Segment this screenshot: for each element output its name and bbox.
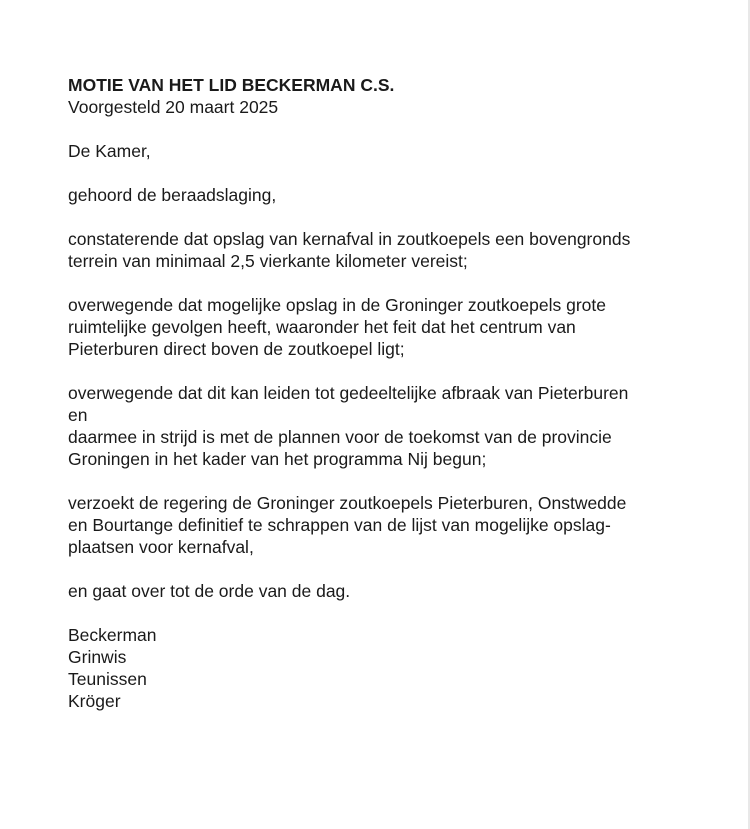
signatories-list (68, 624, 728, 712)
spacer (68, 558, 728, 580)
paragraph-line: overwegende dat mogelijke opslag in de Groninger zoutkoepels grote (68, 295, 606, 315)
paragraph-constaterende (68, 228, 728, 272)
paragraph-line: terrein van minimaal 2,5 vierkante kilometer vereist; (68, 251, 468, 271)
proposed-date: Voorgesteld 20 maart 2025 (68, 97, 279, 117)
heard-deliberation: gehoord de beraadslaging, (68, 185, 277, 205)
spacer (68, 360, 728, 382)
signatory: Kröger (68, 691, 121, 711)
spacer (68, 470, 728, 492)
spacer (68, 602, 728, 624)
signatory: Grinwis (68, 647, 127, 667)
paragraph-overwegende-1 (68, 294, 728, 360)
paragraph-line: constaterende dat opslag van kernafval in zoutkoepels een bovengronds (68, 229, 631, 249)
paragraph-line: en Bourtange definitief te schrappen van de lijst van mogelijke opslag- (68, 515, 611, 535)
spacer (68, 118, 728, 140)
paragraph-line: verzoekt de regering de Groninger zoutkoepels Pieterburen, Onstwedde (68, 493, 627, 513)
salutation: De Kamer, (68, 141, 151, 161)
motion-document (68, 74, 728, 712)
paragraph-overwegende-2 (68, 382, 728, 470)
closing-line: en gaat over tot de orde van de dag. (68, 581, 351, 601)
signatory: Beckerman (68, 625, 157, 645)
paragraph-line: Groningen in het kader van het programma Nij begun; (68, 449, 487, 469)
spacer (68, 206, 728, 228)
paragraph-line: en (68, 405, 88, 425)
motion-title: MOTIE VAN HET LID BECKERMAN C.S. (68, 75, 395, 95)
paragraph-line: overwegende dat dit kan leiden tot gedeeltelijke afbraak van Pieterburen (68, 383, 629, 403)
paragraph-verzoekt (68, 492, 728, 558)
paragraph-line: plaatsen voor kernafval, (68, 537, 254, 557)
paragraph-line: Pieterburen direct boven de zoutkoepel ligt; (68, 339, 405, 359)
paragraph-line: ruimtelijke gevolgen heeft, waaronder het feit dat het centrum van (68, 317, 576, 337)
spacer (68, 272, 728, 294)
paragraph-line: daarmee in strijd is met de plannen voor de toekomst van de provincie (68, 427, 612, 447)
signatory: Teunissen (68, 669, 147, 689)
spacer (68, 162, 728, 184)
